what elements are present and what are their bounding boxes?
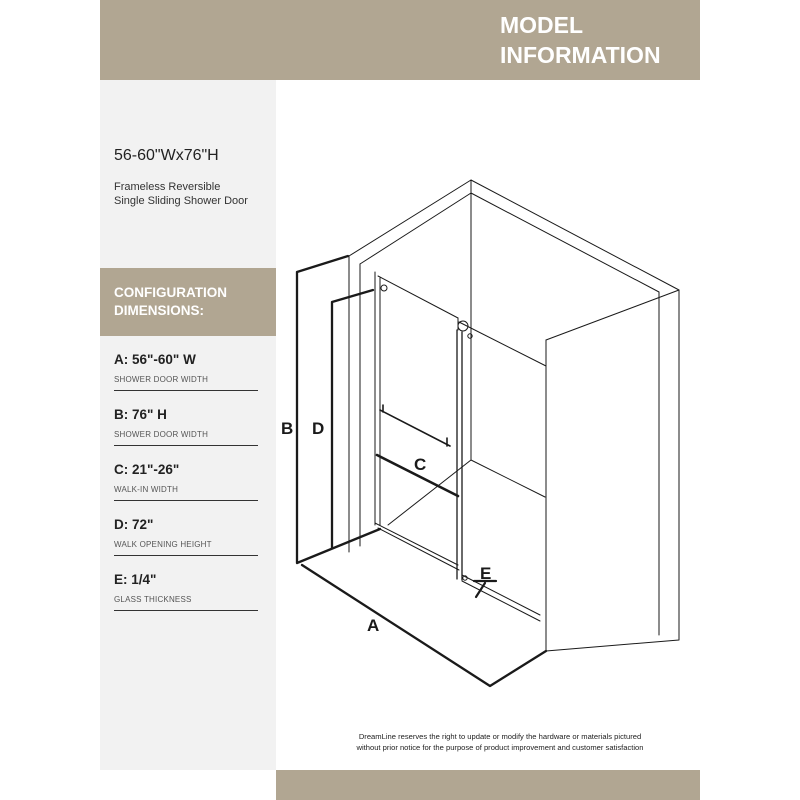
description-line-1: Frameless Reversible: [114, 181, 221, 193]
spec-divider: [114, 500, 258, 501]
spec-value: B: 76" H: [114, 407, 167, 422]
spec-value: A: 56"-60" W: [114, 352, 196, 367]
left-wall-edge: [349, 256, 360, 552]
description-line-2: Single Sliding Shower Door: [114, 195, 248, 207]
spec-value: E: 1/4": [114, 572, 157, 587]
config-heading-line-2: DIMENSIONS:: [114, 303, 205, 318]
label-a: A: [367, 616, 380, 635]
dimension-line-a: [302, 565, 546, 686]
spec-divider: [114, 445, 258, 446]
spec-b: [114, 407, 258, 446]
spec-value: C: 21"-26": [114, 462, 180, 477]
spec-c: [114, 462, 258, 501]
spec-divider: [114, 610, 258, 611]
spec-label: WALK-IN WIDTH: [114, 485, 179, 494]
config-heading-line-1: CONFIGURATION: [114, 285, 227, 300]
dimension-line-b: [297, 256, 380, 563]
config-heading: [114, 284, 227, 320]
label-c: C: [414, 455, 427, 474]
label-b: B: [281, 419, 294, 438]
spec-label: WALK OPENING HEIGHT: [114, 540, 212, 549]
dimension-line-d: [332, 290, 373, 548]
spec-a: [114, 352, 258, 391]
label-e: E: [480, 564, 492, 583]
page-title: [500, 10, 661, 70]
spec-e: [114, 572, 258, 611]
disclaimer-line-2: without prior notice for the purpose of product improvement and customer satisfaction: [356, 743, 644, 752]
enclosure-outline: [349, 180, 679, 651]
model-size: 56-60"Wx76"H: [114, 147, 219, 164]
floor-line: [388, 460, 545, 525]
label-d: D: [312, 419, 325, 438]
shower-diagram: [276, 160, 700, 700]
roller-top: [381, 285, 387, 291]
footer-bar: [276, 770, 700, 800]
door-frame: [375, 272, 546, 525]
spec-divider: [114, 390, 258, 391]
spec-label: SHOWER DOOR WIDTH: [114, 430, 209, 439]
disclaimer-line-1: DreamLine reserves the right to update or modify the hardware or materials pictured: [358, 732, 642, 741]
disclaimer: [290, 731, 710, 753]
fixed-panel: [457, 330, 462, 580]
spec-label: SHOWER DOOR WIDTH: [114, 375, 209, 384]
spec-divider: [114, 555, 258, 556]
back-wall: [360, 180, 659, 635]
title-line-1: MODEL: [500, 12, 584, 38]
model-description: [114, 180, 284, 208]
spec-label: GLASS THICKNESS: [114, 595, 192, 604]
spec-value: D: 72": [114, 517, 154, 532]
spec-d: [114, 517, 258, 556]
title-line-2: INFORMATION: [500, 42, 661, 68]
roller-middle-small: [468, 334, 472, 338]
door-handle: [380, 405, 450, 446]
